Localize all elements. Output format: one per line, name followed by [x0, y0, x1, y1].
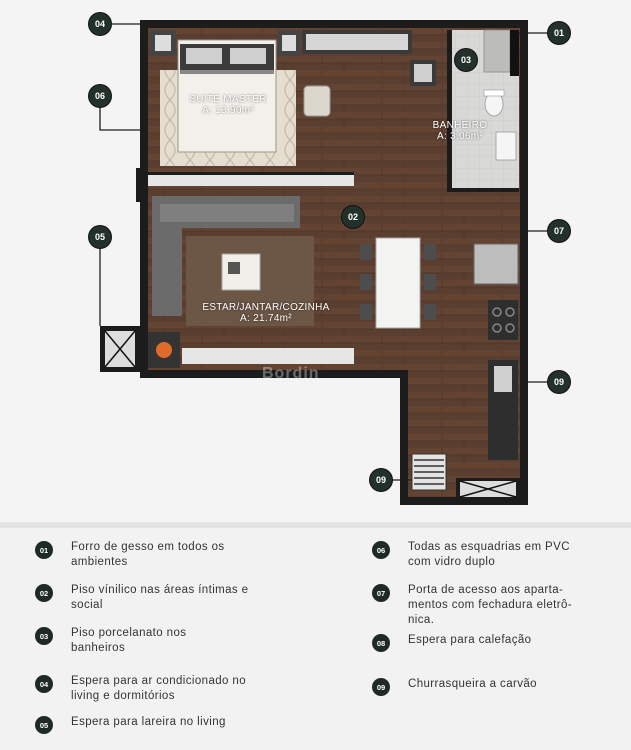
legend-text: Piso vínilico nas áreas íntimas e social [71, 584, 249, 611]
watermark-logo: Bordin [262, 365, 320, 382]
legend-badge: 05 [35, 716, 53, 734]
legend-text: Espera para calefação [408, 634, 532, 646]
legend-badge: 02 [35, 584, 53, 602]
legend-text: Espera para lareira no living [71, 716, 226, 728]
marker-03: 03 [455, 49, 477, 71]
marker-09-balcony: 09 [370, 469, 392, 491]
legend-badge: 03 [35, 627, 53, 645]
legend-badge: 04 [35, 675, 53, 693]
estar-name: ESTAR/JANTAR/COZINHA [202, 302, 330, 313]
legend-text: Churrasqueira a carvão [408, 678, 537, 690]
banheiro-name: BANHEIRO [432, 120, 488, 131]
marker-07: 07 [548, 220, 570, 242]
marker-02: 02 [342, 206, 364, 228]
legend-item-09 [372, 677, 537, 696]
legend-badge: 01 [35, 541, 53, 559]
room-label-banheiro [420, 120, 500, 142]
legend-text: Todas as esquadrias em PVC com vidro duplo [408, 541, 570, 568]
legend-badge: 08 [372, 634, 390, 652]
legend-item-03 [35, 626, 186, 656]
legend-text: Porta de acesso aos aparta- mentos com fechadura eletrô- nica. [408, 584, 572, 626]
legend-text: Forro de gesso em todos os ambientes [71, 541, 225, 568]
marker-06: 06 [89, 85, 111, 107]
legend-item-04 [35, 674, 246, 704]
marker-04: 04 [89, 13, 111, 35]
legend-item-06 [372, 540, 570, 570]
legend-text: Piso porcelanato nos banheiros [71, 627, 187, 654]
estar-area: A: 21.74m² [240, 313, 292, 324]
banheiro-area: A: 3.06m² [436, 131, 484, 142]
room-label-estar [176, 302, 356, 324]
legend-item-07 [372, 583, 572, 628]
room-label-suite [172, 94, 284, 116]
legend-badge: 06 [372, 541, 390, 559]
legend-badge: 07 [372, 584, 390, 602]
suite-name: SUITE MASTER [189, 94, 267, 105]
marker-05: 05 [89, 226, 111, 248]
marker-01: 01 [548, 22, 570, 44]
legend-badge: 09 [372, 678, 390, 696]
legend-item-01 [35, 540, 225, 570]
suite-area: A: 13.90m² [202, 105, 254, 116]
marker-09-kitchen: 09 [548, 371, 570, 393]
legend-item-08 [372, 633, 531, 652]
legend-item-05 [35, 715, 226, 734]
legend-item-02 [35, 583, 248, 613]
legend-text: Espera para ar condicionado no living e dormitórios [71, 675, 247, 702]
